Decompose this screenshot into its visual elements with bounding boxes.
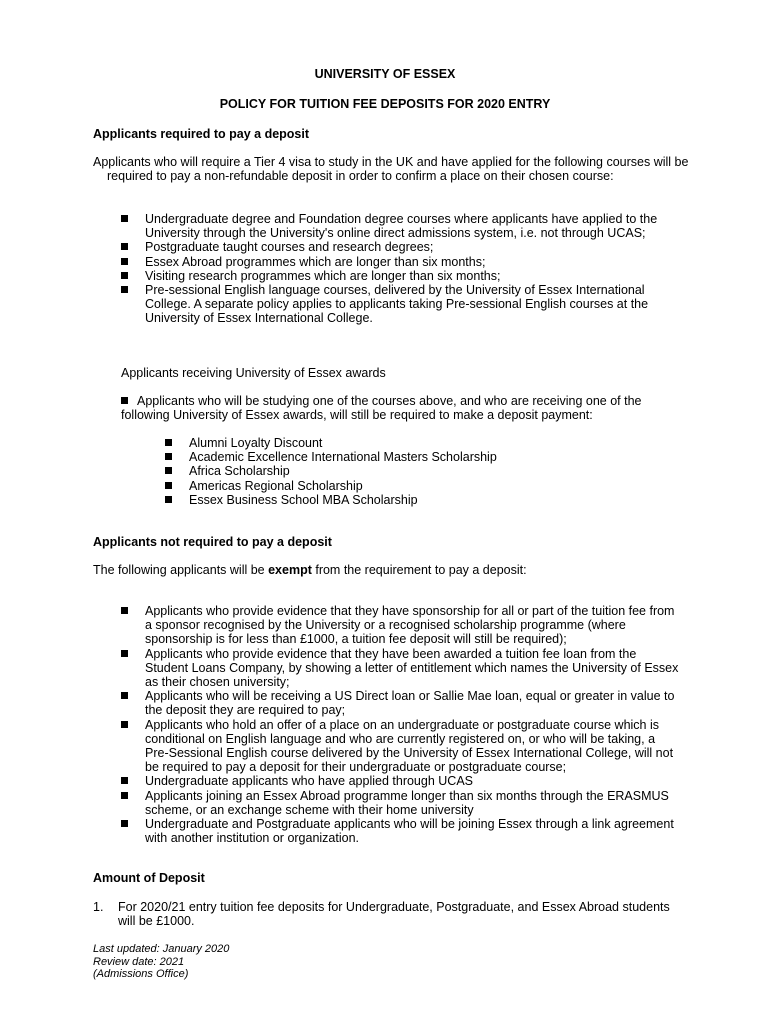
list-item [165, 479, 685, 493]
square-bullet-icon [121, 721, 128, 728]
list-item [121, 604, 681, 647]
exempt-applicants-list [121, 604, 681, 845]
square-bullet-icon [121, 792, 128, 799]
list-item-text: Postgraduate taught courses and research degrees; [145, 240, 434, 255]
document-subtitle: POLICY FOR TUITION FEE DEPOSITS FOR 2020 ENTRY [219, 97, 551, 111]
section-not-required-heading: Applicants not required to pay a deposit [93, 535, 332, 549]
square-bullet-icon [165, 439, 172, 446]
section-awards-intro [121, 394, 681, 422]
list-item-text: Applicants who provide evidence that they have sponsorship for all or part of the tuition fee from a sponsor recognised by the University or a recognised scholarship programme (where sponsorship is for less than £1000, a tuition fee deposit will still be required); [145, 604, 675, 647]
intro-text-before: The following applicants will be [93, 563, 269, 577]
square-bullet-icon [165, 496, 172, 503]
document-title: UNIVERSITY OF ESSEX [314, 67, 456, 81]
square-bullet-icon [165, 467, 172, 474]
square-bullet-icon [121, 397, 128, 404]
footer-office: (Admissions Office) [93, 968, 189, 980]
list-item [121, 689, 681, 717]
intro-text-after: from the requirement to pay a deposit: [311, 563, 527, 577]
list-item-text: Applicants who provide evidence that they have been awarded a tuition fee loan from the Student Loans Company, by showing a letter of entitlement which names the University of Essex as their chosen university; [145, 646, 679, 690]
list-item [165, 450, 685, 464]
list-item-text: Undergraduate and Postgraduate applicants who will be joining Essex through a link agreement with another institution or organization. [145, 817, 674, 846]
footer-notes [93, 943, 493, 981]
section-awards-heading: Applicants receiving University of Essex awards [121, 366, 386, 380]
list-item-text: Applicants joining an Essex Abroad programme longer than six months through the ERASMUS scheme, or an exchange scheme with their home university [145, 788, 669, 817]
list-item-text: Alumni Loyalty Discount [189, 436, 323, 450]
required-course-list [121, 212, 681, 326]
list-item [121, 647, 681, 690]
list-item-text: Applicants who will be receiving a US Direct loan or Sallie Mae loan, equal or greater in value to the deposit they are required to pay; [145, 689, 675, 718]
list-item [165, 464, 685, 478]
square-bullet-icon [121, 243, 128, 250]
list-item [121, 240, 681, 254]
amount-item-text: For 2020/21 entry tuition fee deposits for Undergraduate, Postgraduate, and Essex Abroad students will be £1000. [118, 900, 670, 929]
list-item-text: Academic Excellence International Masters Scholarship [189, 450, 497, 465]
list-item-text: Africa Scholarship [189, 464, 290, 479]
intro-text-exempt: exempt [268, 563, 312, 577]
list-item [121, 789, 681, 817]
square-bullet-icon [165, 453, 172, 460]
list-item [121, 283, 681, 326]
square-bullet-icon [121, 650, 128, 657]
square-bullet-icon [121, 777, 128, 784]
list-item [121, 817, 681, 845]
footer-review-date: Review date: 2021 [93, 955, 185, 968]
list-item-text: Applicants who hold an offer of a place on an undergraduate or postgraduate course which is conditional on English language and who are currently registered on, or who will be taking, a Pre-Sessional English course delivered by the University of Essex International College, will not be required to pay a deposit for their undergraduate or postgraduate course; [145, 717, 674, 775]
list-item [121, 212, 681, 240]
amount-item-number: 1. [93, 900, 104, 914]
list-item-text: Americas Regional Scholarship [189, 478, 363, 493]
list-item-text: Undergraduate applicants who have applied through UCAS [145, 774, 473, 789]
list-item-text: Undergraduate degree and Foundation degree courses where applicants have applied to the University through the University's online direct admissions system, i.e. not through UCAS; [145, 212, 658, 241]
list-item [121, 718, 681, 775]
list-item-text: Visiting research programmes which are longer than six months; [145, 268, 501, 283]
square-bullet-icon [121, 692, 128, 699]
list-item-text: Essex Business School MBA Scholarship [189, 492, 418, 507]
square-bullet-icon [121, 607, 128, 614]
square-bullet-icon [121, 215, 128, 222]
list-item [121, 269, 681, 283]
footer-last-updated: Last updated: January 2020 [93, 943, 230, 955]
list-item-text: Essex Abroad programmes which are longer than six months; [145, 254, 486, 269]
list-item [165, 493, 685, 507]
list-item [165, 436, 685, 450]
awards-list [165, 436, 685, 507]
section-required-heading: Applicants required to pay a deposit [93, 127, 310, 141]
square-bullet-icon [121, 286, 128, 293]
list-item [121, 255, 681, 269]
section-required-intro: Applicants who will require a Tier 4 visa to study in the UK and have applied for the following courses will be required to pay a non-refundable deposit in order to confirm a place on their chosen course: [93, 155, 689, 184]
square-bullet-icon [165, 482, 172, 489]
list-item-text: Pre-sessional English language courses, delivered by the University of Essex International College. A separate policy applies to applicants taking Pre-sessional English courses at the University of Essex International College. [145, 283, 649, 326]
section-awards-intro-text: Applicants who will be studying one of the courses above, and who are receiving one of the following University of Essex awards, will still be required to make a deposit payment: [121, 394, 642, 423]
section-amount-heading: Amount of Deposit [93, 871, 205, 885]
square-bullet-icon [121, 258, 128, 265]
list-item [121, 774, 681, 788]
section-not-required-intro [93, 563, 693, 577]
square-bullet-icon [121, 272, 128, 279]
square-bullet-icon [121, 820, 128, 827]
amount-item [93, 900, 678, 928]
